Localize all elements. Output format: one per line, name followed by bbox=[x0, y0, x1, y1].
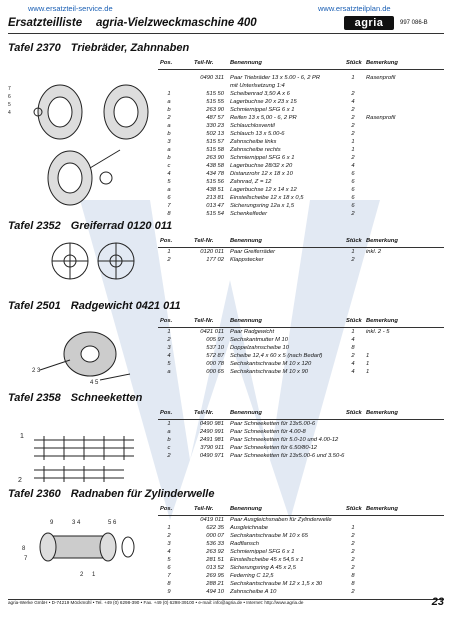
svg-text:7: 7 bbox=[8, 86, 11, 92]
cell-nr: 269 95 bbox=[206, 573, 224, 579]
cell-ben: Lagerbuchse 12 x 14 x 12 bbox=[230, 187, 297, 193]
cell-nr: 515 57 bbox=[206, 139, 224, 145]
col-benennung: Benennung bbox=[230, 238, 262, 244]
footer-contact: agria-Werke GmbH • D-74219 Möckmühl • Tel. +49 (0) 6298-390 • Fax. +49 (0) 6298-39100 • e-mail: info@agria.de • Internet: http://www.agria.de bbox=[8, 600, 304, 605]
cell-st: 2 bbox=[351, 565, 355, 571]
radnaben-illustration bbox=[20, 514, 150, 584]
cell-ben: Paar Schneeketten für 6.50/80-12 bbox=[230, 445, 318, 451]
cell-pos: 1 bbox=[167, 249, 171, 255]
svg-text:3 4: 3 4 bbox=[72, 520, 81, 526]
svg-text:1: 1 bbox=[92, 572, 96, 578]
cell-nr: 263 90 bbox=[206, 107, 224, 113]
cell-st: 1 bbox=[351, 525, 355, 531]
agria-logo: agria bbox=[344, 16, 394, 30]
cell-ben: Paar Schneeketten für 4.00-8 bbox=[230, 429, 306, 435]
cell-nr: 013 47 bbox=[206, 203, 224, 209]
cell-st: 2 bbox=[351, 131, 355, 137]
page-number: 23 bbox=[431, 596, 444, 608]
svg-text:4: 4 bbox=[8, 110, 11, 116]
page-subtitle: agria-Vielzweckmaschine 400 bbox=[96, 17, 257, 29]
cell-st: 8 bbox=[351, 581, 355, 587]
svg-text:5 6: 5 6 bbox=[108, 520, 117, 526]
tafel-number: Tafel 2352 bbox=[8, 220, 61, 232]
part-row bbox=[0, 588, 452, 596]
cell-st: 2 bbox=[351, 353, 355, 359]
cell-pos: 2 bbox=[167, 337, 171, 343]
cell-nr: 000 65 bbox=[206, 369, 224, 375]
cell-ben: Paar Ausgleichsnaben für Zylinderwelle bbox=[230, 517, 332, 523]
section-title bbox=[8, 42, 189, 54]
svg-text:2 3: 2 3 bbox=[32, 368, 41, 374]
svg-text:2: 2 bbox=[18, 477, 22, 484]
cell-pos: a bbox=[167, 147, 171, 153]
cell-nr: 330 23 bbox=[206, 123, 224, 129]
col-stueck: Stück bbox=[346, 238, 362, 244]
cell-st: 4 bbox=[351, 337, 355, 343]
cell-nr: 0421 011 bbox=[200, 329, 224, 335]
cell-nr: 622 35 bbox=[206, 525, 224, 531]
cell-pos: 2 bbox=[167, 115, 171, 121]
cell-pos: b bbox=[167, 107, 171, 113]
cell-pos: 5 bbox=[167, 557, 171, 563]
col-bemerkung: Bemerkung bbox=[366, 318, 398, 324]
cell-st: 2 bbox=[351, 91, 355, 97]
cell-nr: 288 21 bbox=[206, 581, 224, 587]
cell-ben: Sechskantmutter M 10 bbox=[230, 337, 288, 343]
cell-ben: Schlauch 13 x 5.00-6 bbox=[230, 131, 285, 137]
cell-ben: Paar Radgewicht bbox=[230, 329, 275, 335]
col-bemerkung: Bemerkung bbox=[366, 410, 398, 416]
cell-nr: 502 13 bbox=[206, 131, 224, 137]
page-title: Ersatzteilliste bbox=[8, 17, 83, 29]
cell-ben: Reifen 13 x 5,00 - 6, 2 PR bbox=[230, 115, 297, 121]
cell-ben: Scheibe 12,4 x 60 x 5 (nach Bedarf) bbox=[230, 353, 323, 359]
page-footer bbox=[8, 596, 444, 612]
cell-st: 2 bbox=[351, 155, 355, 161]
cell-nr: 2491 981 bbox=[199, 437, 224, 443]
cell-pos: 8 bbox=[167, 211, 171, 217]
col-stueck: Stück bbox=[346, 318, 362, 324]
cell-st: 2 bbox=[351, 115, 355, 121]
cell-st: 1 bbox=[351, 147, 355, 153]
cell-nr: 515 56 bbox=[206, 179, 224, 185]
tafel-name: Radgewicht 0421 011 bbox=[70, 300, 181, 312]
cell-nr: 434 78 bbox=[206, 171, 224, 177]
cell-pos: c bbox=[167, 163, 171, 169]
col-pos: Pos. bbox=[160, 238, 173, 244]
cell-ben: Lagerbuchse 20 x 23 x 15 bbox=[230, 99, 297, 105]
cell-nr: 0120 011 bbox=[200, 249, 224, 255]
cell-ben: Zahnscheibe links bbox=[230, 139, 277, 145]
svg-text:1: 1 bbox=[20, 433, 24, 440]
cell-pos: c bbox=[167, 445, 171, 451]
col-teil-nr: Teil-Nr. bbox=[194, 238, 214, 244]
cell-st: 6 bbox=[351, 171, 355, 177]
cell-st: 2 bbox=[351, 107, 355, 113]
cell-bem: Rasenprofil bbox=[366, 75, 396, 81]
cell-nr: 572 87 bbox=[206, 353, 224, 359]
cell-ben: Sicherungsring 12a x 1,5 bbox=[230, 203, 295, 209]
tafel-number: Tafel 2360 bbox=[8, 488, 61, 500]
section-title bbox=[8, 488, 214, 500]
tafel-name: Triebräder, Zahnnaben bbox=[70, 42, 190, 54]
cell-nr: 438 51 bbox=[206, 187, 224, 193]
section-title bbox=[8, 300, 181, 312]
col-teil-nr: Teil-Nr. bbox=[194, 506, 214, 512]
cell-st: 2 bbox=[351, 533, 355, 539]
cell-ben: Paar Schneeketten für 5.0-10 und 4.00-12 bbox=[230, 437, 339, 443]
cell-pos: 7 bbox=[167, 203, 171, 209]
cell-ben: Paar Schneeketten für 13x5.00-6 und 3.50-6 bbox=[230, 453, 345, 459]
tafel-name: Greiferrad 0120 011 bbox=[70, 220, 173, 232]
cell-ben: Schmiernippel SFG 6 x 1 bbox=[230, 107, 295, 113]
cell-pos: 3 bbox=[167, 541, 171, 547]
cell-pos: a bbox=[167, 369, 171, 375]
cell-pos: 2 bbox=[167, 257, 171, 263]
svg-text:6: 6 bbox=[8, 94, 11, 100]
cell-pos: 9 bbox=[167, 589, 171, 595]
cell-nr: 3790 911 bbox=[200, 445, 224, 451]
col-benennung: Benennung bbox=[230, 60, 262, 66]
cell-nr: 0490 971 bbox=[199, 453, 224, 459]
cell-ben: Ausgleichnabe bbox=[230, 525, 269, 531]
cell-ben: Sechskantschraube M 10 x 90 bbox=[230, 369, 308, 375]
cell-st: 2 bbox=[351, 541, 355, 547]
cell-nr: 0490 311 bbox=[200, 75, 224, 81]
svg-text:9: 9 bbox=[50, 520, 54, 526]
cell-nr: 000 78 bbox=[206, 361, 224, 367]
cell-nr: 213 81 bbox=[206, 195, 224, 201]
cell-st: 6 bbox=[351, 195, 355, 201]
cell-st: 4 bbox=[351, 163, 355, 169]
cell-nr: 005 97 bbox=[206, 337, 224, 343]
cell-bem: 1 bbox=[366, 361, 370, 367]
cell-ben: Schlauchlosventil bbox=[230, 123, 275, 129]
triebraeder-illustration bbox=[8, 78, 156, 218]
cell-nr: 013 52 bbox=[206, 565, 224, 571]
cell-pos: 1 bbox=[167, 329, 171, 335]
col-pos: Pos. bbox=[160, 60, 173, 66]
cell-ben: Distanzrohr 12 x 18 x 10 bbox=[230, 171, 293, 177]
svg-text:2: 2 bbox=[80, 572, 84, 578]
cell-pos: 1 bbox=[167, 91, 171, 97]
col-teil-nr: Teil-Nr. bbox=[194, 60, 214, 66]
cell-nr: 515 55 bbox=[206, 99, 224, 105]
cell-nr: 177 02 bbox=[206, 257, 224, 263]
top-links bbox=[0, 4, 452, 14]
cell-pos: 4 bbox=[167, 353, 171, 359]
cell-bem: 1 bbox=[366, 369, 370, 375]
cell-st: 2 bbox=[351, 123, 355, 129]
col-stueck: Stück bbox=[346, 410, 362, 416]
cell-nr: 0419 011 bbox=[200, 517, 224, 523]
cell-ben: Einstellscheibe 12 x 18 x 0,5 bbox=[230, 195, 304, 201]
col-stueck: Stück bbox=[346, 506, 362, 512]
cell-nr: 438 58 bbox=[206, 163, 224, 169]
col-bemerkung: Bemerkung bbox=[366, 60, 398, 66]
cell-ben: Paar Triebräder 13 x 5.00 - 6, 2 PR bbox=[230, 75, 321, 81]
cell-ben: Zahnrad, Z = 12 bbox=[230, 179, 272, 185]
section-title bbox=[8, 392, 142, 404]
cell-st: 6 bbox=[351, 187, 355, 193]
cell-nr: 281 51 bbox=[206, 557, 224, 563]
cell-pos: 7 bbox=[167, 573, 171, 579]
col-pos: Pos. bbox=[160, 318, 173, 324]
cell-nr: 537 10 bbox=[206, 345, 224, 351]
cell-ben: Sechskantschraube M 10 x 65 bbox=[230, 533, 308, 539]
cell-ben: Sechskantschraube M 10 x 120 bbox=[230, 361, 312, 367]
col-bemerkung: Bemerkung bbox=[366, 506, 398, 512]
tafel-number: Tafel 2370 bbox=[8, 42, 61, 54]
cell-ben: Zahnscheibe A 10 bbox=[230, 589, 277, 595]
link-ersatzteilplan[interactable]: www.ersatzteilplan.de bbox=[318, 4, 391, 13]
cell-pos: 5 bbox=[167, 361, 171, 367]
svg-text:7: 7 bbox=[24, 556, 28, 562]
cell-pos: 1 bbox=[167, 421, 171, 427]
cell-pos: 6 bbox=[167, 565, 171, 571]
cell-st: 1 bbox=[351, 75, 355, 81]
cell-bem: inkl. 2 - 5 bbox=[366, 329, 390, 335]
cell-st: 6 bbox=[351, 179, 355, 185]
cell-ben: Radflansch bbox=[230, 541, 260, 547]
cell-nr: 487 57 bbox=[206, 115, 224, 121]
cell-nr: 000 07 bbox=[206, 533, 224, 539]
cell-st: 1 bbox=[351, 329, 355, 335]
cell-ben: Schmiernippel SFG 6 x 1 bbox=[230, 549, 295, 555]
tafel-name: Schneeketten bbox=[70, 392, 143, 404]
cell-ben: Schenkelfeder bbox=[230, 211, 268, 217]
cell-pos: a bbox=[167, 123, 171, 129]
svg-text:4 5: 4 5 bbox=[90, 380, 99, 385]
cell-pos: a bbox=[167, 429, 171, 435]
cell-pos: b bbox=[167, 437, 171, 443]
cell-bem: 1 bbox=[366, 353, 370, 359]
cell-pos: a bbox=[167, 99, 171, 105]
cell-pos: 2 bbox=[167, 533, 171, 539]
cell-ben: Federring C 12,5 bbox=[230, 573, 274, 579]
doc-code: 997 086-B bbox=[400, 20, 428, 26]
cell-pos: 3 bbox=[167, 345, 171, 351]
cell-ben: mit Unterlsetzung 1:4 bbox=[230, 83, 285, 89]
tafel-name: Radnaben für Zylinderwelle bbox=[70, 488, 215, 500]
cell-nr: 515 58 bbox=[206, 147, 224, 153]
cell-nr: 263 92 bbox=[206, 549, 224, 555]
cell-pos: 2 bbox=[167, 453, 171, 459]
column-divider bbox=[158, 69, 444, 70]
cell-nr: 0490 981 bbox=[199, 421, 224, 427]
cell-pos: 4 bbox=[167, 549, 171, 555]
cell-st: 2 bbox=[351, 211, 355, 217]
cell-ben: Paar Greiferräder bbox=[230, 249, 276, 255]
cell-st: 2 bbox=[351, 557, 355, 563]
section-title bbox=[8, 220, 172, 232]
col-benennung: Benennung bbox=[230, 318, 262, 324]
greiferrad-illustration bbox=[40, 236, 150, 286]
link-ersatzteil-service[interactable]: www.ersatzteil-service.de bbox=[28, 4, 113, 13]
cell-ben: Scheibenrad 3,50 A x 6 bbox=[230, 91, 290, 97]
cell-pos: 4 bbox=[167, 171, 171, 177]
cell-ben: Zahnscheibe rechts bbox=[230, 147, 281, 153]
cell-pos: 1 bbox=[167, 525, 171, 531]
schneeketten-illustration bbox=[14, 426, 154, 486]
cell-st: 8 bbox=[351, 573, 355, 579]
cell-st: 8 bbox=[351, 345, 355, 351]
cell-st: 4 bbox=[351, 99, 355, 105]
cell-bem: inkl. 2 bbox=[366, 249, 382, 255]
col-bemerkung: Bemerkung bbox=[366, 238, 398, 244]
cell-pos: a bbox=[167, 187, 171, 193]
cell-pos: 8 bbox=[167, 581, 171, 587]
col-teil-nr: Teil-Nr. bbox=[194, 318, 214, 324]
cell-ben: Sechskantschraube M 12 x 1,5 x 30 bbox=[230, 581, 323, 587]
cell-ben: Schmiernippel SFG 6 x 1 bbox=[230, 155, 295, 161]
cell-nr: 536 33 bbox=[206, 541, 224, 547]
tafel-number: Tafel 2358 bbox=[8, 392, 61, 404]
cell-pos: 3 bbox=[167, 139, 171, 145]
svg-text:5: 5 bbox=[8, 102, 11, 108]
cell-pos: 6 bbox=[167, 195, 171, 201]
page-header bbox=[8, 15, 444, 33]
radgewicht-illustration bbox=[30, 330, 140, 385]
cell-nr: 2490 991 bbox=[199, 429, 224, 435]
col-teil-nr: Teil-Nr. bbox=[194, 410, 214, 416]
cell-ben: Sicherungsring A 45 x 2,5 bbox=[230, 565, 296, 571]
cell-pos: b bbox=[167, 131, 171, 137]
cell-st: 6 bbox=[351, 203, 355, 209]
cell-ben: Lagerbuchse 28/32 x 20 bbox=[230, 163, 293, 169]
cell-st: 2 bbox=[351, 589, 355, 595]
cell-nr: 494 10 bbox=[206, 589, 224, 595]
cell-st: 4 bbox=[351, 369, 355, 375]
cell-nr: 263 90 bbox=[206, 155, 224, 161]
header-divider bbox=[8, 33, 444, 34]
cell-st: 2 bbox=[351, 257, 355, 263]
col-benennung: Benennung bbox=[230, 506, 262, 512]
cell-st: 1 bbox=[351, 139, 355, 145]
cell-ben: Klappstecker bbox=[230, 257, 264, 263]
cell-ben: Paar Schneeketten für 13x5.00-6 bbox=[230, 421, 316, 427]
cell-st: 1 bbox=[351, 249, 355, 255]
tafel-number: Tafel 2501 bbox=[8, 300, 61, 312]
cell-pos: 5 bbox=[167, 179, 171, 185]
cell-ben: Doppelzahnscheibe 10 bbox=[230, 345, 289, 351]
col-pos: Pos. bbox=[160, 410, 173, 416]
svg-text:8: 8 bbox=[22, 546, 26, 552]
col-pos: Pos. bbox=[160, 506, 173, 512]
cell-st: 4 bbox=[351, 361, 355, 367]
cell-bem: Rasenprofil bbox=[366, 115, 396, 121]
cell-nr: 515 54 bbox=[206, 211, 224, 217]
col-stueck: Stück bbox=[346, 60, 362, 66]
cell-pos: b bbox=[167, 155, 171, 161]
cell-nr: 515 50 bbox=[206, 91, 224, 97]
cell-st: 2 bbox=[351, 549, 355, 555]
col-benennung: Benennung bbox=[230, 410, 262, 416]
cell-ben: Einstellscheibe 45 x 54,5 x 1 bbox=[230, 557, 304, 563]
